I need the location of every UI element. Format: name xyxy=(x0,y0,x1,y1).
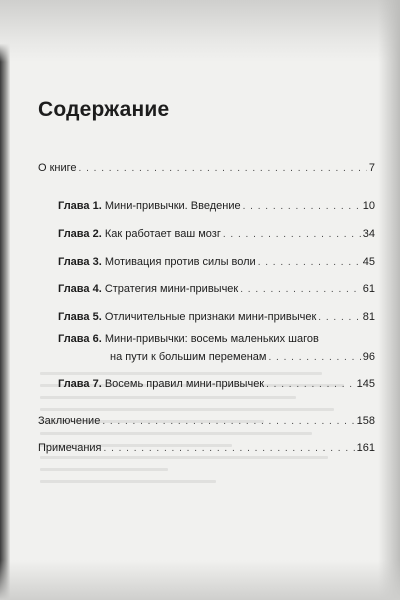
chapter-number: Глава 3. xyxy=(58,256,102,268)
toc-page-number: 7 xyxy=(368,162,375,174)
leader-dots xyxy=(243,201,361,212)
toc-entry-chapter-4[interactable] xyxy=(58,283,375,295)
chapter-number: Глава 1. xyxy=(58,200,102,212)
toc-page-number: 34 xyxy=(362,228,375,240)
toc-entry-title: Мини-привычки: восемь маленьких шагов xyxy=(104,333,319,345)
toc-entry-about[interactable] xyxy=(38,162,375,174)
toc-entry-title: Примечания xyxy=(38,442,102,454)
toc-entry-chapter-2[interactable] xyxy=(58,228,375,240)
toc-entry-conclusion[interactable] xyxy=(38,415,375,427)
toc-entry-chapter-6-line-1[interactable] xyxy=(58,333,319,345)
toc-page-number: 81 xyxy=(362,311,375,323)
toc-page-number: 10 xyxy=(362,200,375,212)
chapter-number: Глава 4. xyxy=(58,283,102,295)
leader-dots xyxy=(240,284,361,295)
leader-dots xyxy=(102,416,354,427)
toc-page-number: 158 xyxy=(356,415,375,427)
leader-dots xyxy=(79,163,367,174)
leader-dots xyxy=(104,443,355,454)
toc-entry-title: Отличительные признаки мини-привычек xyxy=(104,311,317,323)
toc-entry-title-continued: на пути к большим переменам xyxy=(110,351,267,363)
toc-entry-title: Заключение xyxy=(38,415,101,427)
toc-entry-chapter-5[interactable] xyxy=(58,311,375,323)
toc-page-number: 161 xyxy=(356,442,375,454)
toc-entry-chapter-6-line-2[interactable] xyxy=(110,351,375,363)
toc-entry-title: Восемь правил мини-привычек xyxy=(104,378,265,390)
toc-entry-chapter-3[interactable] xyxy=(58,256,375,268)
toc-entry-title: Стратегия мини-привычек xyxy=(104,283,239,295)
chapter-number: Глава 6. xyxy=(58,333,102,345)
toc-entry-chapter-1[interactable] xyxy=(58,200,375,212)
toc-entry-title: Мотивация против силы воли xyxy=(104,256,256,268)
chapter-number: Глава 5. xyxy=(58,311,102,323)
leader-dots xyxy=(268,352,360,363)
toc-page-number: 45 xyxy=(362,256,375,268)
leader-dots xyxy=(266,379,355,390)
leader-dots xyxy=(318,312,360,323)
toc-entry-title: О книге xyxy=(38,162,77,174)
toc-entry-title: Как работает ваш мозг xyxy=(104,228,221,240)
chapter-number: Глава 2. xyxy=(58,228,102,240)
page-title: Содержание xyxy=(38,98,170,121)
toc-page-number: 145 xyxy=(356,378,375,390)
toc-entry-title: Мини-привычки. Введение xyxy=(104,200,241,212)
chapter-number: Глава 7. xyxy=(58,378,102,390)
leader-dots xyxy=(223,229,361,240)
toc-entry-notes[interactable] xyxy=(38,442,375,454)
toc-entry-chapter-7[interactable] xyxy=(58,378,375,390)
toc-page-number: 96 xyxy=(362,351,375,363)
leader-dots xyxy=(258,257,361,268)
toc-page-number: 61 xyxy=(362,283,375,295)
